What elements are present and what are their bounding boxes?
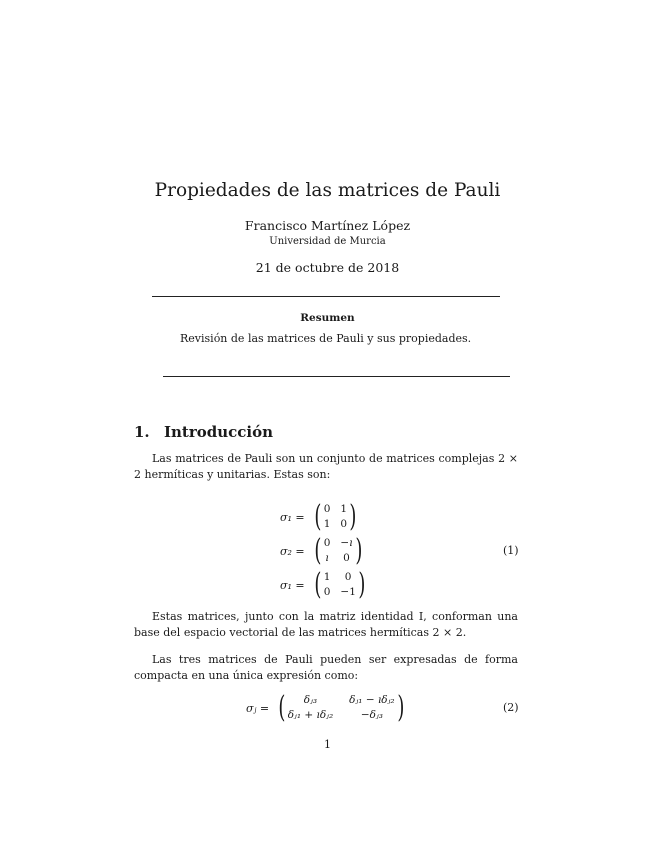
abstract-text: Revisión de las matrices de Pauli y sus propiedades. bbox=[180, 332, 472, 345]
paragraph-compact-text: Las tres matrices de Pauli pueden ser expresadas de forma compacta en una única expresión como: bbox=[134, 653, 518, 682]
matrix-cell: −δⱼ₃ bbox=[360, 709, 383, 721]
paragraph-compact bbox=[134, 652, 518, 684]
abstract-top-rule bbox=[152, 296, 500, 297]
equation-2-number: (2) bbox=[503, 701, 519, 714]
author-name: Francisco Martínez López bbox=[244, 218, 411, 233]
matrix-cell: δⱼ₁ − ıδⱼ₂ bbox=[349, 694, 395, 706]
section-number: 1. bbox=[134, 423, 150, 441]
equation-2-lhs: σⱼ = bbox=[246, 701, 270, 715]
equation-1-lhs-3: σ₁ = bbox=[280, 578, 305, 592]
matrix-cell: −ı bbox=[340, 537, 353, 549]
paper-date: 21 de octubre de 2018 bbox=[255, 260, 400, 275]
matrix-cell: 1 bbox=[340, 503, 348, 515]
equation-1-row-1: σ₁ = ( 0 1 1 0 ) bbox=[280, 499, 357, 534]
matrix-cell: 0 bbox=[340, 518, 348, 530]
abstract-bottom-rule bbox=[163, 376, 510, 377]
paragraph-intro-text: Las matrices de Pauli son un conjunto de matrices complejas 2 × 2 hermíticas y unitarias. Estas son: bbox=[134, 452, 518, 481]
section-heading bbox=[134, 423, 273, 441]
section-title: Introducción bbox=[164, 423, 274, 441]
abstract-heading: Resumen bbox=[300, 312, 355, 324]
matrix-cell: 1 bbox=[323, 518, 331, 530]
matrix-cell: δⱼ₁ + ıδⱼ₂ bbox=[287, 709, 334, 721]
matrix-cell: ı bbox=[325, 552, 329, 564]
paper-title: Propiedades de las matrices de Pauli bbox=[154, 180, 501, 201]
matrix-cell: 0 bbox=[323, 537, 331, 549]
paragraph-basis-text: Estas matrices, junto con la matriz identidad I, conforman una base del espacio vectorial de las matrices hermíticas 2 × 2. bbox=[134, 610, 518, 639]
equation-1-lhs-2: σ₂ = bbox=[280, 544, 305, 558]
matrix-cell: −1 bbox=[340, 586, 356, 598]
equation-1-lhs-1: σ₁ = bbox=[280, 510, 305, 524]
matrix-cell: 1 bbox=[323, 571, 331, 583]
page-number: 1 bbox=[324, 738, 331, 751]
equation-2: σⱼ = ( δⱼ₃ δⱼ₁ − ıδⱼ₂ δⱼ₁ + ıδⱼ₂ −δⱼ₃ ) bbox=[246, 690, 404, 725]
matrix-cell: 0 bbox=[323, 503, 331, 515]
matrix-cell: δⱼ₃ bbox=[303, 694, 318, 706]
matrix-cell: 0 bbox=[343, 552, 350, 564]
equation-1-row-2: σ₂ = ( 0 −ı ı 0 ) bbox=[280, 533, 362, 568]
equation-1 bbox=[280, 500, 368, 602]
matrix-cell: 0 bbox=[344, 571, 352, 583]
paragraph-intro bbox=[134, 451, 518, 483]
author-affiliation: Universidad de Murcia bbox=[269, 236, 386, 247]
paragraph-basis bbox=[134, 609, 518, 641]
equation-1-number: (1) bbox=[503, 544, 519, 557]
equation-1-row-3: σ₁ = ( 1 0 0 −1 ) bbox=[280, 567, 366, 602]
matrix-cell: 0 bbox=[323, 586, 331, 598]
